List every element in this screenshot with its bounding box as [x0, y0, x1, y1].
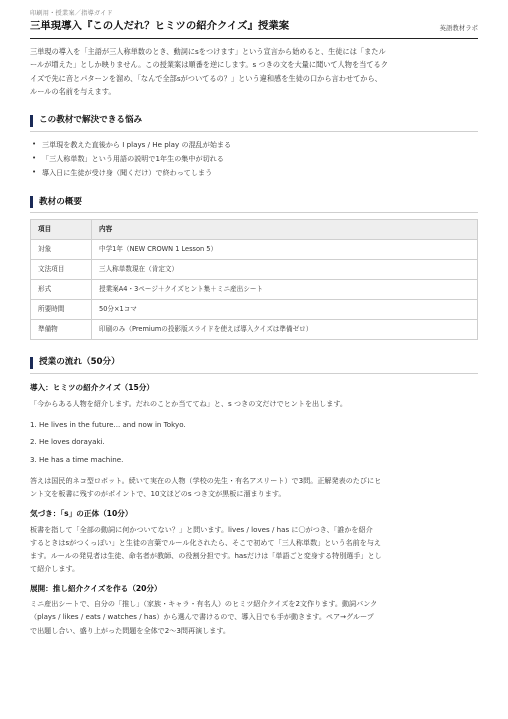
- step-lead: 「今からある人物を紹介します。だれのことか当ててね」と、s つきの文だけでヒントを出します。: [30, 398, 347, 408]
- body-line: 答えは国民的ネコ型ロボット。続いて実在の人物（学校の先生・有名アスリート）で3問。正解発表のたびにヒ: [30, 475, 382, 485]
- page-title: 三単現導入『この人だれ？ヒミツの紹介クイズ』授業案: [30, 20, 290, 33]
- body-line: 板書を指して「全部の動詞に何かついてない？」と問います。lives / loves / has に〇がつき、「誰かを紹介: [30, 524, 373, 534]
- section-divider: [30, 212, 478, 213]
- bullet-icon: •: [32, 153, 37, 162]
- body-line: て紹介します。: [30, 563, 80, 573]
- list-item: 3. He has a time machine.: [30, 454, 124, 464]
- section-accent-bar: [30, 115, 33, 127]
- section-heading-flow: [30, 356, 478, 369]
- section-heading-text: 教材の概要: [39, 196, 82, 207]
- intro-line: イズで先に音とパターンを溜め、「なんで全部sがついてるの？」という違和感を生徒の口から言わせてから、: [30, 73, 382, 83]
- table-cell-value: 50分×1コマ: [92, 300, 478, 320]
- table-cell-value: 印刷のみ（Premiumの投影版スライドを使えば導入クイズは準備ゼロ）: [92, 320, 478, 340]
- list-item: • 「三人称単数」という用語の説明で1年生の集中が切れる: [30, 152, 478, 166]
- section-accent-bar: [30, 357, 33, 369]
- column-header: 項目: [31, 220, 92, 240]
- brand-name: 英語教材ラボ: [439, 24, 478, 33]
- title-row: [30, 19, 478, 35]
- document-kicker: 印刷用・授業案／指導ガイド: [30, 10, 113, 17]
- table-cell-key: 形式: [31, 280, 92, 300]
- list-item: 1. He lives in the future... and now in Tokyo.: [30, 419, 186, 429]
- intro-paragraph: [30, 45, 478, 98]
- table-cell-value: 中学1年（NEW CROWN 1 Lesson 5）: [92, 240, 478, 260]
- list-item: • 三単現を教えた直後から I plays / He play の混乱が始まる: [30, 138, 478, 152]
- bullet-icon: •: [32, 167, 37, 176]
- body-line: するときはsがつくっぽい」と生徒の言葉でルール化されたら、そこで初めて「三人称単数」という名前を与え: [30, 537, 382, 547]
- section-accent-bar: [30, 196, 33, 208]
- step-title-intro: 導入：ヒミツの紹介クイズ（15分）: [30, 383, 155, 393]
- table-row: [31, 300, 478, 320]
- table-cell-key: 対象: [31, 240, 92, 260]
- table-cell-value: 授業案A4・3ページ＋クイズヒント集＋ミニ産出シート: [92, 280, 478, 300]
- section-heading-overview: [30, 196, 478, 209]
- body-line: ント文を板書に残すのがポイントで、10文ほどのs つき文が黒板に溜まります。: [30, 489, 286, 499]
- table-row: [31, 240, 478, 260]
- list-item: 2. He loves dorayaki.: [30, 437, 105, 447]
- hint-list: [30, 416, 478, 468]
- section-heading-pains: [30, 114, 478, 127]
- step-body: [30, 523, 478, 575]
- title-divider: [30, 38, 478, 39]
- intro-line: ールが増えた」としか映りません。この授業案は順番を逆にします。s つきの文を大量に聞いて人物を当てるク: [30, 60, 388, 70]
- table-row: [31, 280, 478, 300]
- step-body: [30, 474, 478, 500]
- table-cell-key: 文法項目: [31, 260, 92, 280]
- list-item: • 導入日に生徒が受け身（聞くだけ）で終わってしまう: [30, 166, 478, 180]
- table-row: [31, 320, 478, 340]
- table-cell-value: 三人称単数現在（肯定文）: [92, 260, 478, 280]
- intro-line: 三単現の導入を「主語が三人称単数のとき、動詞にsをつけます」という宣言から始めると、生徒には「またル: [30, 46, 386, 56]
- table-cell-key: 所要時間: [31, 300, 92, 320]
- section-heading-text: この教材で解決できる悩み: [39, 115, 143, 126]
- intro-line: ルールの名前を与えます。: [30, 86, 116, 96]
- body-line: で出題し合い、盛り上がった問題を全体で2〜3問再演します。: [30, 625, 230, 635]
- section-divider: [30, 373, 478, 374]
- body-line: （plays / likes / eats / watches / has）から選んで書けるので、導入日でも手が動きます。ペア→グループ: [30, 612, 374, 622]
- step-body: [30, 597, 478, 636]
- section-heading-text: 授業の流れ（50分）: [39, 357, 120, 368]
- step-title-notice: 気づき：「s」の正体（10分）: [30, 509, 133, 519]
- table-header-row: [31, 220, 478, 240]
- section-divider: [30, 131, 478, 132]
- pains-list: [30, 138, 478, 179]
- column-header: 内容: [92, 220, 478, 240]
- overview-table: [30, 219, 478, 340]
- table-row: [31, 260, 478, 280]
- body-line: ます。ルールの発見者は生徒、命名者が教師、の役割分担です。hasだけは「単語ごと変身する特別選手」とし: [30, 550, 382, 560]
- body-line: ミニ産出シートで、自分の「推し」（家族・キャラ・有名人）のヒミツ紹介クイズを2文作ります。動詞バンク: [30, 599, 378, 609]
- table-cell-key: 準備物: [31, 320, 92, 340]
- step-title-develop: 展開：推し紹介クイズを作る（20分）: [30, 583, 162, 593]
- bullet-icon: •: [32, 140, 37, 149]
